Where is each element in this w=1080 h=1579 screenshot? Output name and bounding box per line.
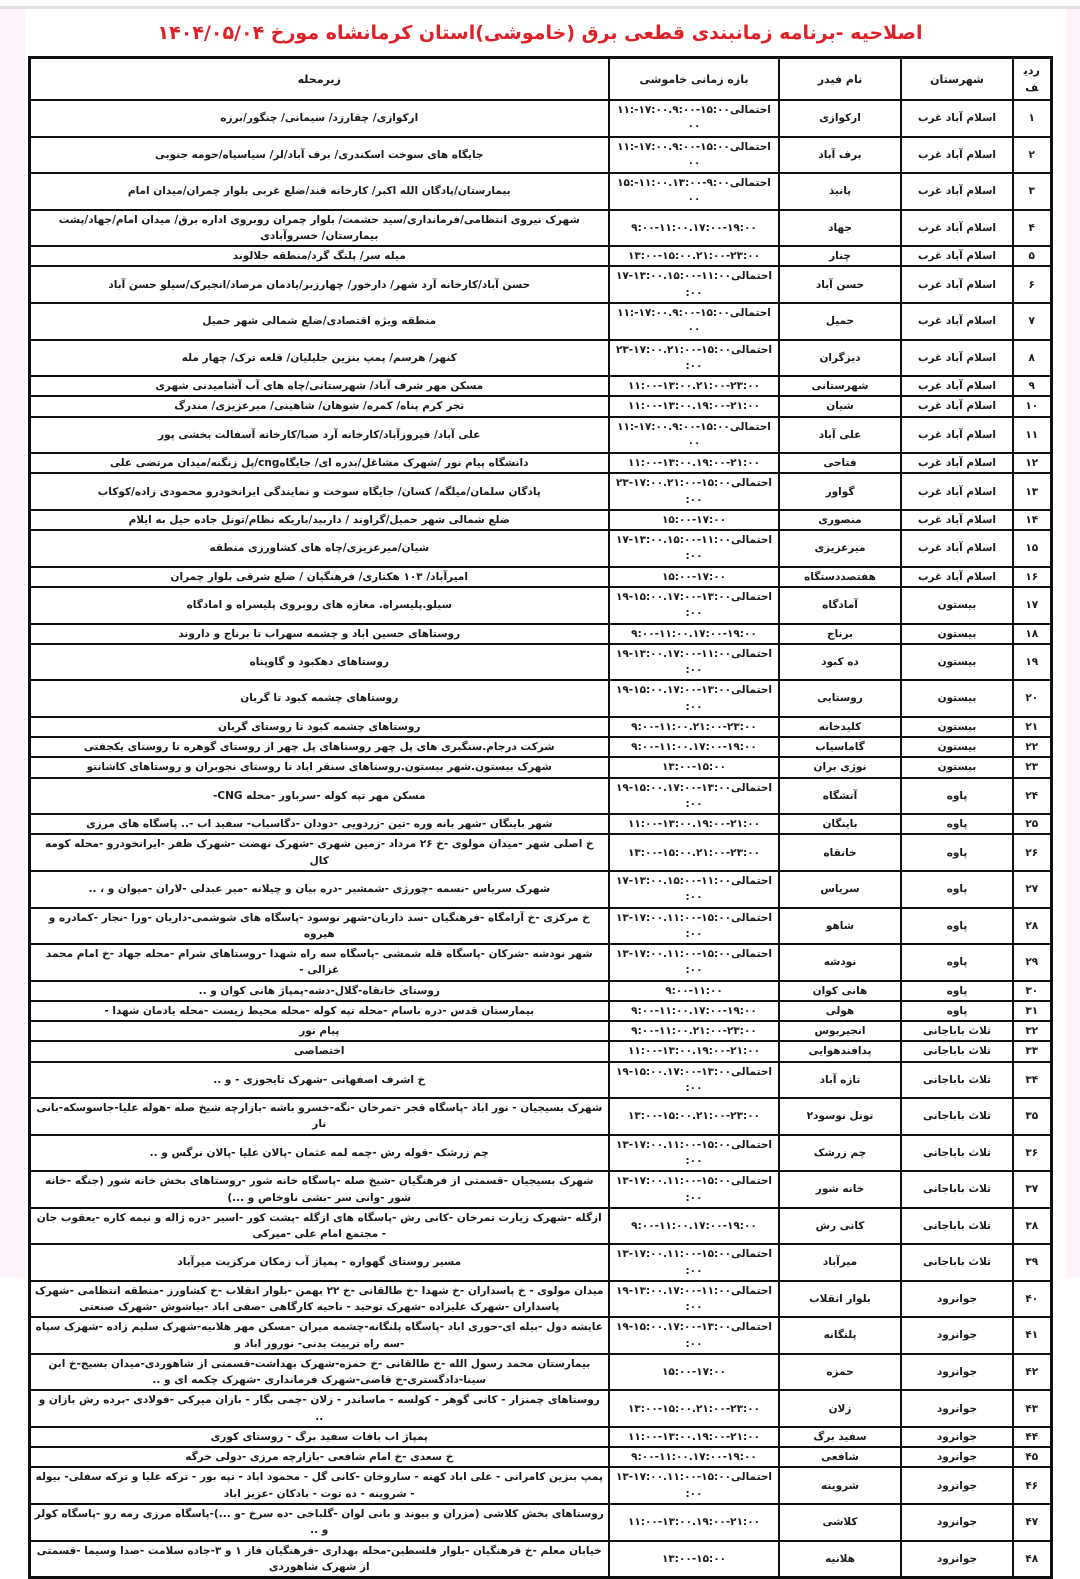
row-number-cell: ۳۷: [1013, 1171, 1051, 1208]
county-cell: بیستون: [901, 587, 1013, 624]
county-cell: بیستون: [901, 624, 1013, 644]
table-row: [29, 871, 1051, 908]
feeder-name-cell: شیان: [779, 396, 901, 416]
row-number-cell: ۴۲: [1013, 1354, 1051, 1391]
outage-time-cell: احتمالی۱۱:۰۰-۱۳:۰۰.۱۵:۰۰-۱۷:۰۰: [609, 266, 779, 303]
outage-time-cell: ۱۱:۰۰-۱۳:۰۰.۱۹:۰۰-۲۱:۰۰: [609, 1504, 779, 1541]
subarea-cell: پمپ بنزین کامرانی - علی اباد کهنه - ساروخان -کانی گل - محمود اباد - تپه بور - ترکه علیا و ترکه سفلی- بیوله - شروینه - ده توت - بادکان -عزیز اباد: [29, 1467, 609, 1504]
feeder-name-cell: ارکوازی: [779, 100, 901, 137]
feeder-name-cell: گاماسیاب: [779, 737, 901, 757]
table-row: [29, 266, 1051, 303]
county-cell: جوانرود: [901, 1354, 1013, 1391]
feeder-name-cell: آتشگاه: [779, 778, 901, 815]
table-row: [29, 737, 1051, 757]
outage-time-cell: احتمالی۱۵:۰۰-۱۷:۰۰.۱۱:۰۰-۱۳:۰۰: [609, 1244, 779, 1281]
feeder-name-cell: هفتصددستگاه: [779, 567, 901, 587]
row-number-cell: ۷: [1013, 303, 1051, 340]
subarea-cell: حسن آباد/کارخانه آرد شهر/ دارخور/ چهارزبر/یادمان مرصاد/انجیرک/سیلو حسن آباد: [29, 266, 609, 303]
row-number-cell: ۱۵: [1013, 530, 1051, 567]
table-row: [29, 1062, 1051, 1099]
feeder-name-cell: دیزگران: [779, 340, 901, 377]
subarea-cell: کنهر/ هرسم/ پمپ بنزین جلیلیان/ قلعه ترک/ چهار مله: [29, 340, 609, 377]
table-row: [29, 1098, 1051, 1135]
subarea-cell: شیان/میرعزیزی/چاه های کشاورزی منطقه: [29, 530, 609, 567]
feeder-name-cell: خانه شور: [779, 1171, 901, 1208]
feeder-name-cell: منصوری: [779, 510, 901, 530]
feeder-name-cell: تونل نوسود۲: [779, 1098, 901, 1135]
outage-time-cell: احتمالی۱۳:۰۰-۱۵:۰۰.۱۷:۰۰-۱۹:۰۰: [609, 587, 779, 624]
column-header-subarea: زیرمحله: [29, 58, 609, 101]
outage-schedule-table: [28, 56, 1053, 1579]
subarea-cell: منطقه ویژه اقتصادی/ضلع شمالی شهر حمیل: [29, 303, 609, 340]
subarea-cell: بیمارستان محمد رسول الله -خ طالقانی -خ حمزه-شهرک بهداشت-قسمتی از شاهوردی-میدان بسیج-خ ابن سینا-دادگستری-خ قاضی-شهرک فرمانداری -شهرک چکمه ای و ..: [29, 1354, 609, 1391]
column-header-county: شهرستان: [901, 58, 1013, 101]
county-cell: پاوه: [901, 834, 1013, 871]
feeder-name-cell: کلاشی: [779, 1504, 901, 1541]
subarea-cell: خ سعدی -خ امام شافعی -بازارچه مرزی -دولی خرگه: [29, 1447, 609, 1467]
row-number-cell: ۱۷: [1013, 587, 1051, 624]
feeder-name-cell: شهرستانی: [779, 376, 901, 396]
feeder-name-cell: باینگان: [779, 814, 901, 834]
outage-time-cell: ۹:۰۰-۱۱:۰۰.۱۷:۰۰-۱۹:۰۰: [609, 624, 779, 644]
outage-time-cell: ۱۱:۰۰-۱۳:۰۰.۱۹:۰۰-۲۱:۰۰: [609, 1041, 779, 1061]
table-row: [29, 1281, 1051, 1318]
feeder-name-cell: شروینه: [779, 1467, 901, 1504]
county-cell: پاوه: [901, 1001, 1013, 1021]
table-row: [29, 1171, 1051, 1208]
county-cell: ثلاث باباجانی: [901, 1135, 1013, 1172]
county-cell: اسلام آباد غرب: [901, 210, 1013, 247]
subarea-cell: ضلع شمالی شهر حمیل/گراوند / داربید/باریکه نظام/تونل جاده حیل به ایلام: [29, 510, 609, 530]
outage-time-cell: احتمالی۱۵:۰۰-۱۷:۰۰.۹:۰۰-۱۱:۰۰: [609, 100, 779, 137]
county-cell: بیستون: [901, 737, 1013, 757]
county-cell: ثلاث باباجانی: [901, 1021, 1013, 1041]
row-number-cell: ۶: [1013, 266, 1051, 303]
row-number-cell: ۳۹: [1013, 1244, 1051, 1281]
feeder-name-cell: حسن آباد: [779, 266, 901, 303]
outage-time-cell: احتمالی۱۵:۰۰-۱۷:۰۰.۹:۰۰-۱۱:۰۰: [609, 417, 779, 454]
county-cell: اسلام آباد غرب: [901, 396, 1013, 416]
outage-time-cell: ۹:۰۰-۱۱:۰۰: [609, 981, 779, 1001]
column-header-time-range: بازه زمانی خاموشی: [609, 58, 779, 101]
outage-time-cell: احتمالی۱۵:۰۰-۱۷:۰۰.۲۱:۰۰-۲۳:۰۰: [609, 473, 779, 510]
row-number-cell: ۵: [1013, 246, 1051, 266]
table-row: [29, 473, 1051, 510]
subarea-cell: جایگاه های سوخت اسکندری/ برف آباد/لر/ سیاسیاه/حومه جنوبی: [29, 137, 609, 174]
outage-time-cell: احتمالی۱۱:۰۰-۱۳:۰۰.۱۷:۰۰-۱۹:۰۰: [609, 644, 779, 681]
feeder-name-cell: میرآباد: [779, 1244, 901, 1281]
county-cell: پاوه: [901, 981, 1013, 1001]
table-row: [29, 173, 1051, 210]
row-number-cell: ۱۹: [1013, 644, 1051, 681]
row-number-cell: ۴: [1013, 210, 1051, 247]
county-cell: ثلاث باباجانی: [901, 1244, 1013, 1281]
county-cell: ثلاث باباجانی: [901, 1208, 1013, 1245]
outage-time-cell: احتمالی۱۳:۰۰-۱۵:۰۰.۱۷:۰۰-۱۹:۰۰: [609, 680, 779, 717]
county-cell: اسلام آباد غرب: [901, 510, 1013, 530]
subarea-cell: پمپاژ اب بافات سفید برگ - روستای کوری: [29, 1427, 609, 1447]
subarea-cell: شهرک بسیجیان - نور اباد -پاسگاه قجر -تمرخان -نگه-خسرو باشه -بازارچه شیخ صله -هوله علیا-جاسوسکه-بانی نار: [29, 1098, 609, 1135]
subarea-cell: ارکوازی/ چقارزد/ سیمانی/ چنگور/برزه: [29, 100, 609, 137]
row-number-cell: ۳۸: [1013, 1208, 1051, 1245]
row-number-cell: ۴۰: [1013, 1281, 1051, 1318]
subarea-cell: مسیر روستای گهواره - پمپاژ آب زمکان مرکزیت میرآباد: [29, 1244, 609, 1281]
subarea-cell: خ اشرف اصفهانی -شهرک تایجوزی - و ..: [29, 1062, 609, 1099]
row-number-cell: ۱۴: [1013, 510, 1051, 530]
subarea-cell: چم زرشک -قوله رش -چمه لمه عثمان -پالان علیا -پالان نرگس و ..: [29, 1135, 609, 1172]
outage-time-cell: ۹:۰۰-۱۱:۰۰.۱۷:۰۰-۱۹:۰۰: [609, 210, 779, 247]
subarea-cell: شهرک بسیجیان -قسمتی از فرهنگیان -شیخ صله -پاسگاه خانه شور -روستاهای بخش خانه شور (جنگه -خانه شور -وانی سر -بشی ناوخاص و ...): [29, 1171, 609, 1208]
county-cell: جوانرود: [901, 1504, 1013, 1541]
feeder-name-cell: خانقاه: [779, 834, 901, 871]
table-row: [29, 530, 1051, 567]
outage-time-cell: احتمالی۱۵:۰۰-۱۷:۰۰.۱۱:۰۰-۱۳:۰۰: [609, 1467, 779, 1504]
row-number-cell: ۴۳: [1013, 1390, 1051, 1427]
subarea-cell: خ مرکزی -خ آرامگاه -فرهنگیان -سد داریان-شهر نوسود -پاسگاه های شوشمی-داریان -ورا -نجار -کمادره و هیروه: [29, 908, 609, 945]
subarea-cell: روستاهای بخش کلاشی (مزران و بیوند و بانی لوان -گلباخی -ده سرخ -و ...)-پاسگاه مرزی رمه رو -پاسگاه کولر و ..: [29, 1504, 609, 1541]
feeder-name-cell: ده کبود: [779, 644, 901, 681]
row-number-cell: ۱۸: [1013, 624, 1051, 644]
county-cell: جوانرود: [901, 1467, 1013, 1504]
outage-time-cell: احتمالی۱۵:۰۰-۱۷:۰۰.۱۱:۰۰-۱۳:۰۰: [609, 944, 779, 981]
row-number-cell: ۱۱: [1013, 417, 1051, 454]
page-title: اصلاحیه -برنامه زمانبندی قطعی برق (خاموشی)استان کرمانشاه مورخ ۱۴۰۴/۰۵/۰۴: [157, 22, 923, 44]
table-row: [29, 757, 1051, 777]
subarea-cell: شهر باینگان -شهر بانه وره -تین -زردویی -دودان -دگاسیاب- سفید اب -.. پاسگاه های مرزی: [29, 814, 609, 834]
county-cell: اسلام آباد غرب: [901, 303, 1013, 340]
row-number-cell: ۴۷: [1013, 1504, 1051, 1541]
table-row: [29, 1001, 1051, 1021]
row-number-cell: ۲: [1013, 137, 1051, 174]
row-number-cell: ۱: [1013, 100, 1051, 137]
county-cell: جوانرود: [901, 1390, 1013, 1427]
subarea-cell: مسکن مهر تپه کوله -سرباور -محله CNG-: [29, 778, 609, 815]
subarea-cell: روستاهای چشمه کبود تا گربان: [29, 680, 609, 717]
row-number-cell: ۲۹: [1013, 944, 1051, 981]
table-row: [29, 834, 1051, 871]
county-cell: ثلاث باباجانی: [901, 1041, 1013, 1061]
table-row: [29, 908, 1051, 945]
row-number-cell: ۱۳: [1013, 473, 1051, 510]
county-cell: اسلام آباد غرب: [901, 473, 1013, 510]
outage-time-cell: احتمالی۱۵:۰۰-۱۷:۰۰.۹:۰۰-۱۱:۰۰: [609, 303, 779, 340]
table-row: [29, 1041, 1051, 1061]
row-number-cell: ۲۴: [1013, 778, 1051, 815]
county-cell: اسلام آباد غرب: [901, 340, 1013, 377]
county-cell: جوانرود: [901, 1317, 1013, 1354]
feeder-name-cell: جهاد: [779, 210, 901, 247]
outage-time-cell: ۱۳:۰۰-۱۵:۰۰: [609, 1541, 779, 1578]
table-row: [29, 210, 1051, 247]
feeder-name-cell: نوژی بران: [779, 757, 901, 777]
row-number-cell: ۲۳: [1013, 757, 1051, 777]
feeder-name-cell: نودشه: [779, 944, 901, 981]
row-number-cell: ۳: [1013, 173, 1051, 210]
row-number-cell: ۸: [1013, 340, 1051, 377]
outage-time-cell: ۹:۰۰-۱۱:۰۰.۱۷:۰۰-۱۹:۰۰: [609, 1208, 779, 1245]
table-row: [29, 396, 1051, 416]
feeder-name-cell: شافعی: [779, 1447, 901, 1467]
subarea-cell: پادگان سلمان/میلگه/ کسان/ جایگاه سوخت و نمایندگی ایرانخودرو محمودی زاده/کوکاب: [29, 473, 609, 510]
outage-time-cell: احتمالی۱۵:۰۰-۱۷:۰۰.۹:۰۰-۱۱:۰۰: [609, 137, 779, 174]
county-cell: بیستون: [901, 644, 1013, 681]
table-row: [29, 1208, 1051, 1245]
row-number-cell: ۳۳: [1013, 1041, 1051, 1061]
outage-time-cell: احتمالی۱۵:۰۰-۱۷:۰۰.۲۱:۰۰-۲۳:۰۰: [609, 340, 779, 377]
feeder-name-cell: انجیربوس: [779, 1021, 901, 1041]
county-cell: اسلام آباد غرب: [901, 376, 1013, 396]
county-cell: جوانرود: [901, 1541, 1013, 1578]
feeder-name-cell: بلوار انقلاب: [779, 1281, 901, 1318]
feeder-name-cell: هلانیه: [779, 1541, 901, 1578]
county-cell: پاوه: [901, 778, 1013, 815]
table-row: [29, 1390, 1051, 1427]
feeder-name-cell: گواور: [779, 473, 901, 510]
county-cell: ثلاث باباجانی: [901, 1171, 1013, 1208]
feeder-name-cell: پدافندهوایی: [779, 1041, 901, 1061]
outage-time-cell: ۱۳:۰۰-۱۵:۰۰: [609, 757, 779, 777]
feeder-name-cell: پانیذ: [779, 173, 901, 210]
outage-time-cell: ۹:۰۰-۱۱:۰۰.۱۷:۰۰-۱۹:۰۰: [609, 737, 779, 757]
table-row: [29, 717, 1051, 737]
feeder-name-cell: برف آباد: [779, 137, 901, 174]
table-row: [29, 1427, 1051, 1447]
county-cell: اسلام آباد غرب: [901, 453, 1013, 473]
row-number-cell: ۳۵: [1013, 1098, 1051, 1135]
row-number-cell: ۱۶: [1013, 567, 1051, 587]
feeder-name-cell: فتاحی: [779, 453, 901, 473]
table-row: [29, 417, 1051, 454]
county-cell: اسلام آباد غرب: [901, 530, 1013, 567]
table-row: [29, 1021, 1051, 1041]
outage-time-cell: ۱۳:۰۰-۱۵:۰۰.۲۱:۰۰-۲۳:۰۰: [609, 834, 779, 871]
row-number-cell: ۴۱: [1013, 1317, 1051, 1354]
county-cell: جوانرود: [901, 1281, 1013, 1318]
row-number-cell: ۲۱: [1013, 717, 1051, 737]
feeder-name-cell: چم زرشک: [779, 1135, 901, 1172]
row-number-cell: ۳۲: [1013, 1021, 1051, 1041]
row-number-cell: ۲۰: [1013, 680, 1051, 717]
outage-time-cell: ۱۵:۰۰-۱۷:۰۰: [609, 1354, 779, 1391]
row-number-cell: ۲۶: [1013, 834, 1051, 871]
county-cell: بیستون: [901, 717, 1013, 737]
outage-time-cell: احتمالی۱۳:۰۰-۱۵:۰۰.۱۷:۰۰-۱۹:۰۰: [609, 1317, 779, 1354]
subarea-cell: علی آباد/ فیروزآباد/کارخانه آرد صبا/کارخانه آسفالت بخشی پور: [29, 417, 609, 454]
outage-time-cell: ۱۱:۰۰-۱۳:۰۰.۱۹:۰۰-۲۱:۰۰: [609, 396, 779, 416]
outage-time-cell: ۱۱:۰۰-۱۳:۰۰.۱۹:۰۰-۲۱:۰۰: [609, 1427, 779, 1447]
county-cell: پاوه: [901, 814, 1013, 834]
subarea-cell: بیمارستان قدس -دره باسام -محله تپه کوله -محله محیط زیست -محله یادمان شهدا -: [29, 1001, 609, 1021]
table-row: [29, 453, 1051, 473]
county-cell: اسلام آباد غرب: [901, 137, 1013, 174]
outage-time-cell: ۱۳:۰۰-۱۵:۰۰.۲۱:۰۰-۲۳:۰۰: [609, 1390, 779, 1427]
table-row: [29, 778, 1051, 815]
county-cell: بیستون: [901, 680, 1013, 717]
row-number-cell: ۱۰: [1013, 396, 1051, 416]
table-row: [29, 1447, 1051, 1467]
subarea-cell: سیلو.پلیسراه. مغازه های روبروی پلیسراه و امادگاه: [29, 587, 609, 624]
outage-time-cell: ۹:۰۰-۱۱:۰۰.۱۷:۰۰-۱۹:۰۰: [609, 1001, 779, 1021]
outage-time-cell: ۹:۰۰-۱۱:۰۰.۲۱:۰۰-۲۳:۰۰: [609, 717, 779, 737]
feeder-name-cell: هانی کوان: [779, 981, 901, 1001]
table-row: [29, 303, 1051, 340]
table-row: [29, 510, 1051, 530]
outage-time-cell: ۹:۰۰-۱۱:۰۰.۱۷:۰۰-۱۹:۰۰: [609, 1447, 779, 1467]
subarea-cell: میله سر/ پلنگ گرد/منطقه جلالوند: [29, 246, 609, 266]
feeder-name-cell: هولی: [779, 1001, 901, 1021]
county-cell: اسلام آباد غرب: [901, 173, 1013, 210]
outage-time-cell: ۱۵:۰۰-۱۷:۰۰: [609, 567, 779, 587]
row-number-cell: ۱۲: [1013, 453, 1051, 473]
feeder-name-cell: آمادگاه: [779, 587, 901, 624]
outage-time-cell: ۱۱:۰۰-۱۳:۰۰.۲۱:۰۰-۲۳:۰۰: [609, 376, 779, 396]
row-number-cell: ۴۴: [1013, 1427, 1051, 1447]
outage-time-cell: احتمالی۱۳:۰۰-۱۵:۰۰.۱۷:۰۰-۱۹:۰۰: [609, 778, 779, 815]
feeder-name-cell: حمیل: [779, 303, 901, 340]
feeder-name-cell: سریاس: [779, 871, 901, 908]
table-row: [29, 981, 1051, 1001]
feeder-name-cell: شاهو: [779, 908, 901, 945]
subarea-cell: میدان مولوی - خ پاسداران -خ شهدا -خ طالقانی -خ ۲۲ بهمن -بلوار انقلاب -خ کشاورز -منطقه انتظامی -شهرک پاسداران -شهرک علیزاده -شهرک توحید - ناحیه کارگاهی -صفی اباد -بیاشوش -شهرک صنعتی: [29, 1281, 609, 1318]
row-number-cell: ۲۸: [1013, 908, 1051, 945]
row-number-cell: ۳۱: [1013, 1001, 1051, 1021]
feeder-name-cell: کلیدخانه: [779, 717, 901, 737]
county-cell: اسلام آباد غرب: [901, 266, 1013, 303]
feeder-name-cell: چنار: [779, 246, 901, 266]
county-cell: جوانرود: [901, 1427, 1013, 1447]
feeder-name-cell: سفید برگ: [779, 1427, 901, 1447]
row-number-cell: ۹: [1013, 376, 1051, 396]
feeder-name-cell: میرعزیزی: [779, 530, 901, 567]
subarea-cell: بیمارستان/پادگان الله اکبر/ کارخانه قند/ضلع غربی بلوار چمران/میدان امام: [29, 173, 609, 210]
outage-time-cell: احتمالی۱۱:۰۰-۱۳:۰۰.۱۷:۰۰-۱۹:۰۰: [609, 1281, 779, 1318]
row-number-cell: ۴۶: [1013, 1467, 1051, 1504]
subarea-cell: خ اصلی شهر -میدان مولوی -خ ۲۶ مرداد -زمین شهری -شهرک نهضت -شهرک ظفر -ایرانخودرو -محله کومه کال: [29, 834, 609, 871]
row-number-cell: ۳۰: [1013, 981, 1051, 1001]
column-header-feeder: نام فیدر: [779, 58, 901, 101]
subarea-cell: روستای خانقاه-گلال-دشه-پمپاژ هانی کوان و ..: [29, 981, 609, 1001]
table-row: [29, 376, 1051, 396]
subarea-cell: روستاهای چشمه کبود تا روستای گربان: [29, 717, 609, 737]
county-cell: بیستون: [901, 757, 1013, 777]
subarea-cell: عایشه دول -بیله ای-حوری اباد -پاسگاه پلنگانه-چشمه میران -مسکن مهر هلانیه-شهرک سلیم زاده -شهرک سپاه -سه راه تربیت بدنی- نوروز اباد و: [29, 1317, 609, 1354]
row-number-cell: ۲۷: [1013, 871, 1051, 908]
subarea-cell: شهرک نیروی انتظامی/فرمانداری/سید حشمت/ بلوار چمران روبروی اداره برق/ میدان امام/جهاد/پشت بیمارستان/ خسروآبادی: [29, 210, 609, 247]
county-cell: ثلاث باباجانی: [901, 1098, 1013, 1135]
table-row: [29, 1541, 1051, 1578]
subarea-cell: شهرک بیستون.شهر بیستون.روستاهای سنقر اباد تا روستای نجوبران و روستاهای کاشانتو: [29, 757, 609, 777]
outage-time-cell: احتمالی۱۱:۰۰-۱۳:۰۰.۱۵:۰۰-۱۷:۰۰: [609, 530, 779, 567]
table-row: [29, 944, 1051, 981]
column-header-row-number: ردیف: [1013, 58, 1051, 101]
subarea-cell: روستاهای دهکبود و گاوپناه: [29, 644, 609, 681]
subarea-cell: دانشگاه پیام نور /شهرک مشاغل/بدره ای/ جایگاهcng/پل زنگنه/میدان مرتضی علی: [29, 453, 609, 473]
row-number-cell: ۲۲: [1013, 737, 1051, 757]
county-cell: پاوه: [901, 908, 1013, 945]
county-cell: اسلام آباد غرب: [901, 246, 1013, 266]
subarea-cell: روستاهای چمنزار - کانی گوهر - کولسه - ماساندر - زلان -چمی بگار - بازان میرکی -فولادی -برده رش بازان و ..: [29, 1390, 609, 1427]
table-row: [29, 624, 1051, 644]
subarea-cell: اختصاصی: [29, 1041, 609, 1061]
row-number-cell: ۲۵: [1013, 814, 1051, 834]
table-row: [29, 567, 1051, 587]
table-row: [29, 1467, 1051, 1504]
table-row: [29, 1354, 1051, 1391]
feeder-name-cell: پلنگانه: [779, 1317, 901, 1354]
outage-time-cell: احتمالی۱۱:۰۰-۱۳:۰۰.۱۵:۰۰-۱۷:۰۰: [609, 871, 779, 908]
table-row: [29, 680, 1051, 717]
feeder-name-cell: برناج: [779, 624, 901, 644]
table-row: [29, 814, 1051, 834]
table-header-row: [29, 58, 1051, 101]
subarea-cell: شهر نودشه -شرکان -پاسگاه قله شمشی -پاسگاه سه راه شهدا -روستاهای شرام -محله جهاد -خ امام محمد غزالی -: [29, 944, 609, 981]
county-cell: پاوه: [901, 871, 1013, 908]
outage-time-cell: احتمالی۱۳:۰۰-۱۵:۰۰.۱۷:۰۰-۱۹:۰۰: [609, 1062, 779, 1099]
feeder-name-cell: تازه آباد: [779, 1062, 901, 1099]
county-cell: اسلام آباد غرب: [901, 417, 1013, 454]
subarea-cell: ازگله -شهرک زیارت تمرخان -کانی رش -پاسگاه های ازگله -پشت کور -اسیر -دره ژاله و نیمه کاره -یعقوب جان - مجتمع امام علی -میرکی: [29, 1208, 609, 1245]
table-row: [29, 1504, 1051, 1541]
feeder-name-cell: روستایی: [779, 680, 901, 717]
outage-time-cell: ۱۵:۰۰-۱۷:۰۰: [609, 510, 779, 530]
table-row: [29, 340, 1051, 377]
county-cell: پاوه: [901, 944, 1013, 981]
feeder-name-cell: کانی رش: [779, 1208, 901, 1245]
subarea-cell: تجر کرم پناه/ کمره/ شوهان/ شاهینی/ میرعزیزی/ مندرگ: [29, 396, 609, 416]
row-number-cell: ۳۶: [1013, 1135, 1051, 1172]
county-cell: اسلام آباد غرب: [901, 567, 1013, 587]
subarea-cell: خیابان معلم -خ فرهنگیان -بلوار فلسطین-محله بهداری -فرهنگیان فاز ۱ و ۳-جاده سلامت -صدا وسیما -قسمتی از شهرک شاهوردی: [29, 1541, 609, 1578]
row-number-cell: ۳۴: [1013, 1062, 1051, 1099]
row-number-cell: ۴۵: [1013, 1447, 1051, 1467]
outage-time-cell: ۱۳:۰۰-۱۵:۰۰.۲۱:۰۰-۲۳:۰۰: [609, 1098, 779, 1135]
subarea-cell: شرکت درجام.سنگبری های پل چهر روستاهای پل چهر از روستای گوهره تا روستای یکجفتی: [29, 737, 609, 757]
subarea-cell: پیام نور: [29, 1021, 609, 1041]
outage-time-cell: ۱۳:۰۰-۱۵:۰۰.۲۱:۰۰-۲۳:۰۰: [609, 246, 779, 266]
outage-time-cell: احتمالی۱۵:۰۰-۱۷:۰۰.۱۱:۰۰-۱۳:۰۰: [609, 1135, 779, 1172]
table-row: [29, 1244, 1051, 1281]
county-cell: ثلاث باباجانی: [901, 1062, 1013, 1099]
feeder-name-cell: علی آباد: [779, 417, 901, 454]
outage-time-cell: احتمالی۱۵:۰۰-۱۷:۰۰.۱۱:۰۰-۱۳:۰۰: [609, 1171, 779, 1208]
feeder-name-cell: زلان: [779, 1390, 901, 1427]
subarea-cell: مسکن مهر شرف آباد/ شهرستانی/چاه های آب آشامیدنی شهری: [29, 376, 609, 396]
outage-time-cell: احتمالی۹:۰۰-۱۱:۰۰.۱۳:۰۰-۱۵:۰۰: [609, 173, 779, 210]
outage-time-cell: ۱۱:۰۰-۱۳:۰۰.۱۹:۰۰-۲۱:۰۰: [609, 453, 779, 473]
table-row: [29, 1317, 1051, 1354]
table-row: [29, 1135, 1051, 1172]
outage-time-cell: ۹:۰۰-۱۱:۰۰.۲۱:۰۰-۲۳:۰۰: [609, 1021, 779, 1041]
outage-time-cell: ۱۱:۰۰-۱۳:۰۰.۱۹:۰۰-۲۱:۰۰: [609, 814, 779, 834]
table-row: [29, 137, 1051, 174]
subarea-cell: روستاهای حسین اباد و چشمه سهراب تا برناج و داروند: [29, 624, 609, 644]
feeder-name-cell: حمزه: [779, 1354, 901, 1391]
table-row: [29, 587, 1051, 624]
subarea-cell: امیرآباد/ ۱۰۳ هکتاری/ فرهنگیان / ضلع شرقی بلوار چمران: [29, 567, 609, 587]
county-cell: اسلام آباد غرب: [901, 100, 1013, 137]
table-row: [29, 246, 1051, 266]
county-cell: جوانرود: [901, 1447, 1013, 1467]
table-body: [29, 100, 1051, 1577]
table-row: [29, 644, 1051, 681]
subarea-cell: شهرک سریاس -نسمه -چورژی -شمشیر -دره بیان و چیلانه -میر عبدلی -لاران -میوان و ، ..: [29, 871, 609, 908]
table-row: [29, 100, 1051, 137]
outage-time-cell: احتمالی۱۵:۰۰-۱۷:۰۰.۱۱:۰۰-۱۳:۰۰: [609, 908, 779, 945]
row-number-cell: ۴۸: [1013, 1541, 1051, 1578]
